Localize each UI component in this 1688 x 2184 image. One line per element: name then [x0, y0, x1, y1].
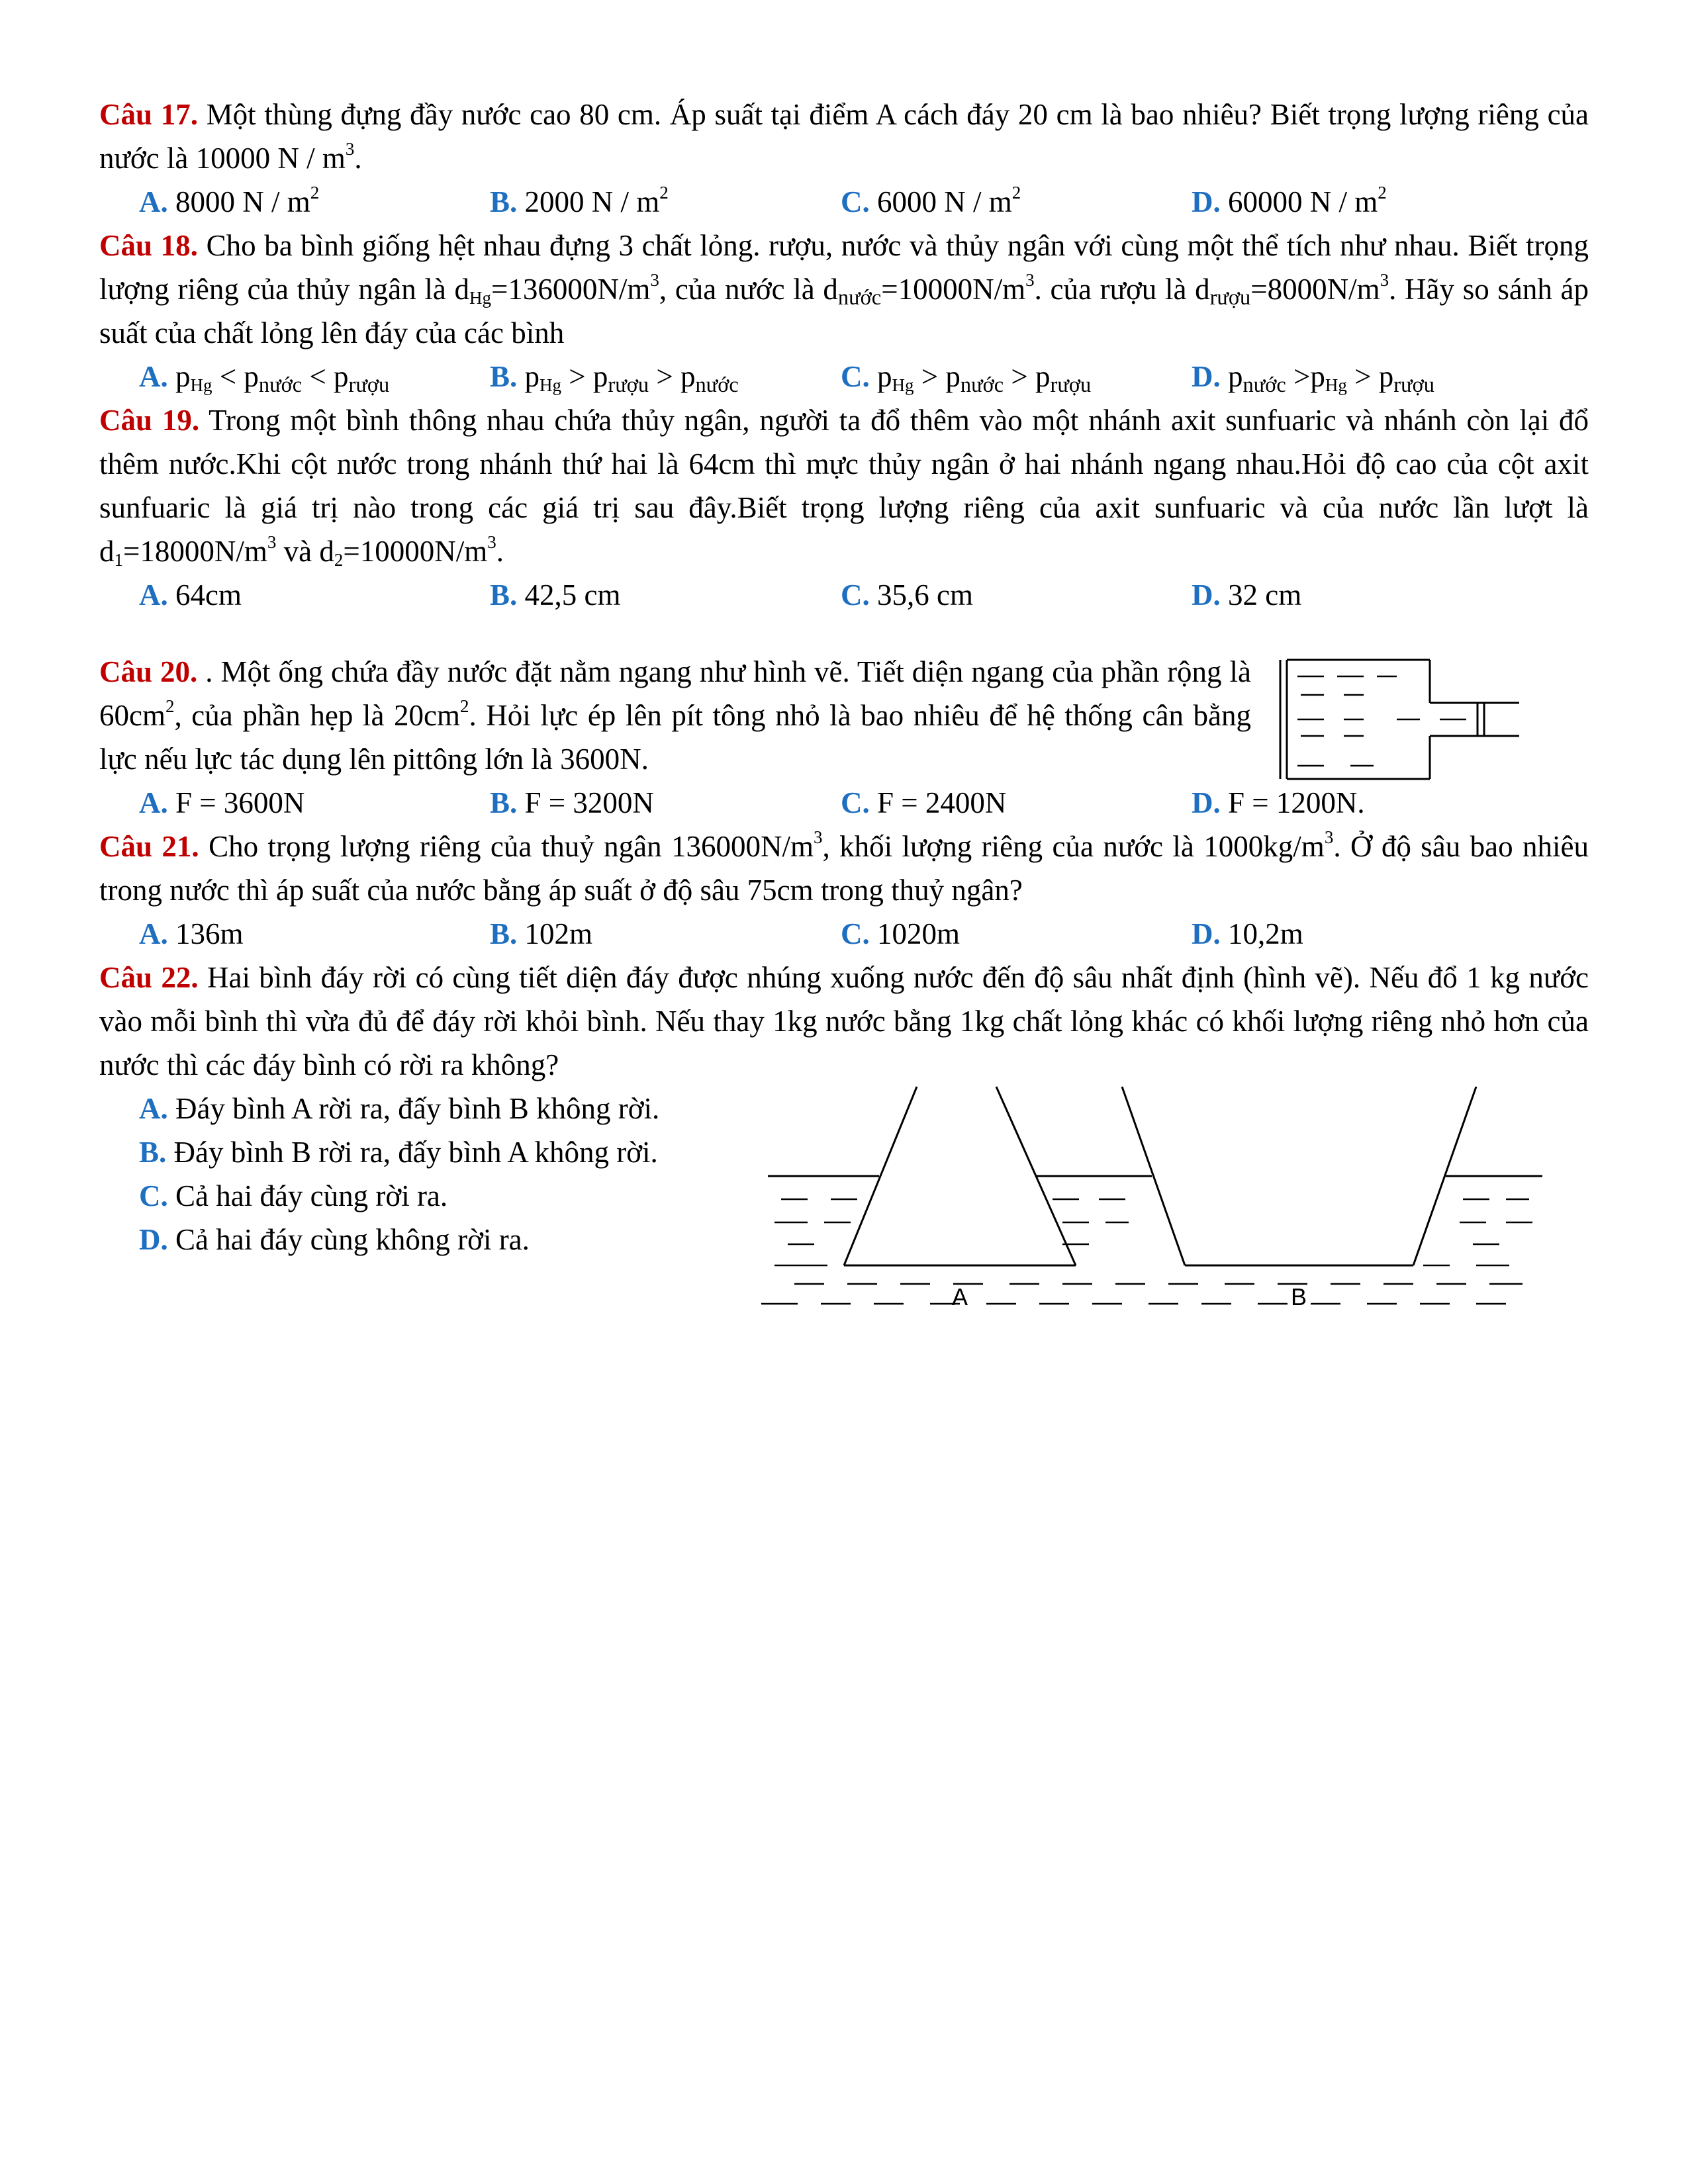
option-label: A.	[139, 917, 168, 950]
option-label: C.	[841, 185, 870, 218]
option-label: A.	[139, 185, 168, 218]
option-a[interactable]	[139, 573, 490, 617]
superscript: 2	[310, 182, 320, 203]
vessel-b-label: B	[1290, 1283, 1307, 1310]
question-text: Cho ba bình giống hệt nhau đựng 3 chất lỏng. rượu, nước và thủy ngân với cùng một thể tích như nhau. Biết trọng lượng riêng của thủy ngân là d	[99, 229, 1589, 306]
option-c[interactable]	[841, 355, 1192, 398]
symbol-p: p	[680, 360, 696, 393]
superscript: 2	[1378, 182, 1387, 203]
question-text: . Hỏi lực ép lên pít tông nhỏ là bao nhiêu để hệ thống cân bằng lực nếu lực tác dụng lên pittông lớn là 3600N.	[99, 699, 1251, 776]
option-label: A.	[139, 1092, 168, 1125]
option-d[interactable]	[1192, 355, 1434, 398]
option-c[interactable]	[841, 912, 1192, 956]
operator: >	[561, 360, 593, 393]
option-a[interactable]	[139, 1087, 801, 1130]
question-21-options	[139, 912, 1589, 956]
question-22-options	[139, 1087, 801, 1261]
symbol-p: p	[945, 360, 961, 393]
superscript: 2	[659, 182, 669, 203]
question-19-options	[139, 573, 1589, 617]
question-text: . của rượu là d	[1034, 273, 1210, 306]
question-text: Một thùng đựng đầy nước cao 80 cm. Áp suất tại điểm A cách đáy 20 cm là bao nhiêu? Biết trọng lượng riêng của nước là 10000 N / m	[99, 98, 1589, 175]
question-22-body	[99, 1087, 1589, 1310]
option-label: C.	[841, 578, 870, 612]
question-text-end: .	[496, 535, 504, 568]
option-d[interactable]	[1192, 573, 1301, 617]
option-b[interactable]	[490, 912, 841, 956]
symbol-p: p	[1228, 360, 1243, 393]
option-text: Cả hai đáy cùng rời ra.	[175, 1179, 448, 1212]
operator: >	[649, 360, 680, 393]
option-d[interactable]	[139, 1218, 801, 1261]
option-label: B.	[490, 917, 518, 950]
worksheet-page	[99, 93, 1589, 1310]
two-vessels-figure	[761, 1073, 1556, 1312]
subscript: nước	[258, 373, 303, 398]
option-text: 32 cm	[1228, 578, 1302, 612]
subscript: 2	[334, 549, 344, 570]
option-label: B.	[490, 360, 518, 393]
question-text: Trong một bình thông nhau chứa thủy ngân, người ta đổ thêm vào một nhánh axit sunfuaric và nhánh còn lại đổ thêm nước.Khi cột nước trong nhánh thứ hai là 64cm thì mực thủy ngân ở hai nhánh ngang nhau.Hỏi độ cao của cột axit sunfuaric là giá trị nào trong các giá trị sau đây.Biết trọng lượng riêng của axit sunfuaric và của nước lần lượt là d	[99, 404, 1589, 568]
option-label: B.	[490, 578, 518, 612]
superscript: 3	[487, 531, 496, 552]
superscript: 3	[1324, 827, 1334, 847]
operator: >	[1286, 360, 1311, 393]
option-a[interactable]	[139, 781, 490, 825]
superscript: 3	[650, 269, 659, 290]
subscript: nước	[960, 373, 1004, 398]
option-text: 64cm	[175, 578, 242, 612]
option-label: C.	[841, 360, 870, 393]
question-text: . Ở độ sâu bao nhiêu trong nước thì áp suất của nước bằng áp suất ở độ sâu 75cm trong thuỷ ngân?	[99, 830, 1589, 907]
superscript: 3	[1380, 269, 1389, 290]
superscript: 3	[345, 138, 355, 159]
option-label: B.	[490, 786, 518, 819]
question-label: Câu 22.	[99, 961, 199, 994]
question-20	[99, 650, 1589, 781]
superscript: 2	[459, 696, 469, 716]
option-text: Đáy bình A rời ra, đấy bình B không rời.	[175, 1092, 660, 1125]
option-text: 6000 N / m	[877, 185, 1012, 218]
option-text: 8000 N / m	[175, 185, 310, 218]
question-text: . Hãy so sánh áp suất của chất lỏng lên đáy của các bình	[99, 273, 1589, 349]
option-label: B.	[139, 1136, 167, 1169]
question-18-options	[139, 355, 1589, 398]
option-d[interactable]	[1192, 912, 1303, 956]
subscript: 1	[114, 549, 123, 570]
option-b[interactable]	[139, 1130, 801, 1174]
question-20-options	[139, 781, 1589, 825]
symbol-p: p	[592, 360, 608, 393]
option-label: C.	[841, 917, 870, 950]
subscript: nước	[837, 286, 882, 310]
question-17-options	[139, 180, 1589, 224]
option-label: A.	[139, 786, 168, 819]
option-d[interactable]	[1192, 781, 1365, 825]
option-c[interactable]	[841, 573, 1192, 617]
subscript: Hg	[892, 375, 914, 395]
question-text-end: .	[354, 142, 362, 175]
option-text: F = 3200N	[524, 786, 654, 819]
operator: >	[914, 360, 946, 393]
operator: <	[212, 360, 244, 393]
superscript: 3	[1025, 269, 1035, 290]
symbol-p: p	[334, 360, 349, 393]
question-text: Cho trọng lượng riêng của thuỷ ngân 136000N/m	[209, 830, 814, 863]
symbol-p: p	[524, 360, 540, 393]
subscript: rượu	[1393, 373, 1434, 398]
option-text: 35,6 cm	[877, 578, 973, 612]
option-a[interactable]	[139, 912, 490, 956]
option-a[interactable]	[139, 355, 490, 398]
question-text: =10000N/m	[881, 273, 1026, 306]
option-c[interactable]	[139, 1174, 801, 1218]
question-label: Câu 19.	[99, 404, 200, 437]
question-label: Câu 17.	[99, 98, 198, 131]
subscript: nước	[1243, 373, 1286, 398]
question-text: , của nước là d	[659, 273, 838, 306]
question-22	[99, 956, 1589, 1087]
option-text: 10,2m	[1228, 917, 1303, 950]
operator: <	[302, 360, 334, 393]
option-text: F = 2400N	[877, 786, 1007, 819]
superscript: 3	[814, 827, 823, 847]
operator: >	[1004, 360, 1036, 393]
symbol-p: p	[877, 360, 892, 393]
subscript: Hg	[190, 375, 212, 395]
question-label: Câu 21.	[99, 830, 199, 863]
vessel-a-label: A	[951, 1283, 968, 1310]
option-label: D.	[1192, 917, 1221, 950]
option-b[interactable]	[490, 180, 841, 224]
question-18	[99, 224, 1589, 355]
option-label: C.	[841, 786, 870, 819]
operator: >	[1346, 360, 1379, 393]
option-c[interactable]	[841, 180, 1192, 224]
question-20-text	[99, 650, 1251, 781]
option-label: B.	[490, 185, 518, 218]
subscript: rượu	[608, 373, 649, 398]
option-label: C.	[139, 1179, 168, 1212]
option-text: 42,5 cm	[524, 578, 621, 612]
symbol-p: p	[1035, 360, 1051, 393]
option-text: 2000 N / m	[524, 185, 660, 218]
question-text: =18000N/m	[123, 535, 267, 568]
question-17	[99, 93, 1589, 180]
question-19	[99, 398, 1589, 573]
symbol-p: p	[244, 360, 259, 393]
option-text: Đáy bình B rời ra, đấy bình A không rời.	[173, 1136, 658, 1169]
option-text: F = 1200N.	[1228, 786, 1365, 819]
superscript: 2	[165, 696, 175, 716]
question-21	[99, 825, 1589, 912]
symbol-p: p	[1310, 360, 1325, 393]
question-label: Câu 18.	[99, 229, 198, 262]
option-a[interactable]	[139, 180, 490, 224]
option-text: 1020m	[877, 917, 961, 950]
subscript: Hg	[469, 287, 492, 308]
option-label: D.	[1192, 786, 1221, 819]
option-text: 136m	[175, 917, 244, 950]
question-text: và d	[276, 535, 334, 568]
option-label: D.	[1192, 360, 1221, 393]
horizontal-tube-figure	[1271, 657, 1523, 782]
symbol-p: p	[1378, 360, 1394, 393]
subscript: Hg	[539, 375, 562, 395]
option-b[interactable]	[490, 573, 841, 617]
option-label: D.	[1192, 578, 1221, 612]
question-label: Câu 20.	[99, 655, 198, 688]
subscript: nước	[695, 373, 739, 398]
option-text: Cả hai đáy cùng không rời ra.	[175, 1223, 530, 1256]
subscript: rượu	[348, 373, 390, 398]
option-label: D.	[139, 1223, 168, 1256]
option-label: A.	[139, 578, 168, 612]
subscript: Hg	[1325, 375, 1347, 395]
question-text: =136000N/m	[491, 273, 651, 306]
symbol-p: p	[175, 360, 191, 393]
water-dashes	[1297, 676, 1466, 766]
option-b[interactable]	[490, 355, 841, 398]
question-text: =8000N/m	[1250, 273, 1380, 306]
question-text: =10000N/m	[343, 535, 488, 568]
option-label: D.	[1192, 185, 1221, 218]
question-text: , của phần hẹp là 20cm	[174, 699, 460, 732]
option-d[interactable]	[1192, 180, 1387, 224]
option-text: 102m	[524, 917, 593, 950]
question-text: , khối lượng riêng của nước là 1000kg/m	[822, 830, 1325, 863]
option-b[interactable]	[490, 781, 841, 825]
water-dashes	[761, 1199, 1532, 1304]
subscript: rượu	[1050, 373, 1092, 398]
superscript: 3	[267, 531, 277, 552]
option-text: 60000 N / m	[1228, 185, 1378, 218]
subscript: rượu	[1209, 286, 1251, 310]
question-text: . Một ống chứa đầy nước đặt nằm ngang như hình vẽ. Tiết diện ngang của phần rộng là 60cm	[99, 655, 1252, 732]
question-text: Hai bình đáy rời có cùng tiết diện đáy được nhúng xuống nước đến độ sâu nhất định (hình vẽ). Nếu đổ 1 kg nước vào mỗi bình thì vừa đủ để đáy rời khỏi bình. Nếu thay 1kg nước bằng 1kg chất lỏng khác có khối lượng riêng nhỏ hơn của nước thì các đáy bình có rời ra không?	[99, 961, 1589, 1081]
superscript: 2	[1011, 182, 1021, 203]
option-text: F = 3600N	[175, 786, 305, 819]
option-c[interactable]	[841, 781, 1192, 825]
option-label: A.	[139, 360, 168, 393]
